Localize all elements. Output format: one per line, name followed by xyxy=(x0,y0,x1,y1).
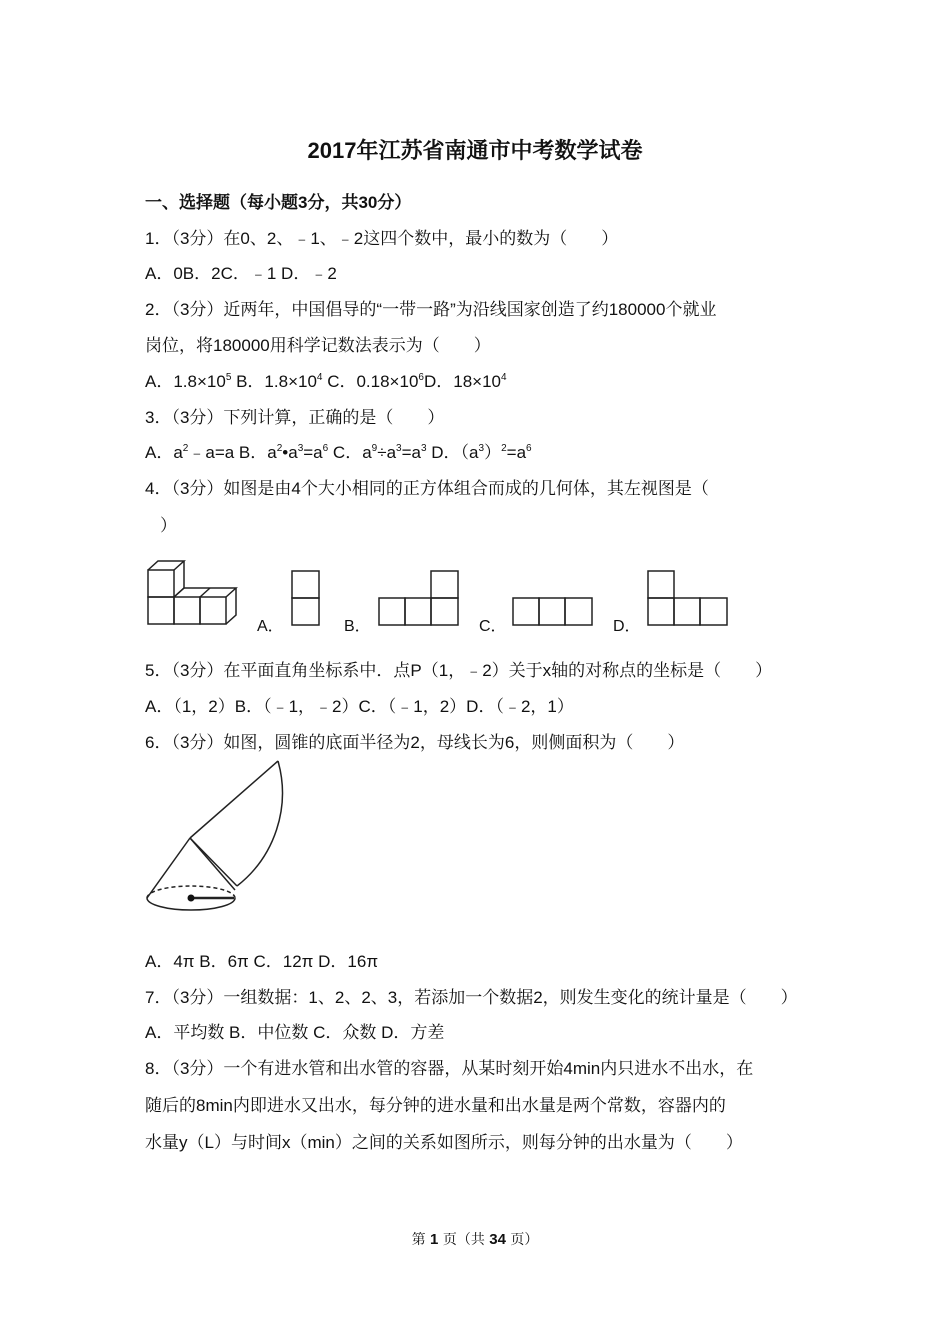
q4-stem-line2: ） xyxy=(160,516,177,535)
q3-stem: 3．（3分）下列计算，正确的是（ ） xyxy=(145,408,445,427)
q2-stem-line1: 2．（3分）近两年，中国倡导的“一带一路”为沿线国家创造了约180000个就业 xyxy=(145,300,717,319)
q8-stem-line3: 水量y（L）与时间x（min）之间的关系如图所示，则每分钟的出水量为（ ） xyxy=(145,1133,743,1152)
q2-options: A．$1.8\times 10^5$ B．$1.8\times 10^4$ C．$0.18\times 10^6D$．$18\times 10^4$ xyxy=(145,372,507,391)
q4-solid-figure xyxy=(145,558,245,628)
q6-cone-figure xyxy=(140,758,300,918)
q7-stem: 7．（3分）一组数据：1、2、2、3，若添加一个数据2，则发生变化的统计量是（ ） xyxy=(145,988,798,1007)
q3-options: A．$a^2﹣a=a$ B．$a^2•a^3=a^6$ C．$a^9\div a^3=a^3$ D．$(a^3)^2=a^6$ xyxy=(145,443,532,462)
q5-stem: 5．（3分）在平面直角坐标系中．点P（1，﹣2）关于x轴的对称点的坐标是（ ） xyxy=(145,661,773,680)
q4-option-c-figure xyxy=(512,597,596,627)
total-pages: 34 xyxy=(489,1231,506,1248)
q4-option-d-label: D． xyxy=(613,618,641,635)
q5-options: A．（1，2）B．（﹣1，﹣2）C．（﹣1，2）D．（﹣2，1） xyxy=(145,697,574,716)
q1-stem: 1．（3分）在0、2、﹣1、﹣2这四个数中，最小的数为（ ） xyxy=(145,229,619,248)
q6-stem: 6．（3分）如图，圆锥的底面半径为2，母线长为6，则侧面积为（ ） xyxy=(145,733,685,752)
q4-option-a-figure xyxy=(291,570,321,626)
q4-option-b-label: B． xyxy=(344,618,371,635)
q1-options: A．0B．2C．﹣1 D．﹣2 xyxy=(145,264,337,283)
q2-stem-line2: 岗位，将180000用科学记数法表示为（ ） xyxy=(145,336,491,355)
q6-options: A．4π B．6π C．12π D．16π xyxy=(145,952,379,971)
section-heading: 一、选择题（每小题3分，共30分） xyxy=(145,193,412,212)
q4-option-b-figure xyxy=(378,570,462,626)
q8-stem-line1: 8．（3分）一个有进水管和出水管的容器，从某时刻开始4min内只进水不出水，在 xyxy=(145,1059,754,1078)
q4-option-a-label: A． xyxy=(257,618,284,635)
q8-stem-line2: 随后的8min内即进水又出水，每分钟的进水量和出水量是两个常数，容器内的 xyxy=(145,1096,726,1115)
q4-stem-line1: 4．（3分）如图是由4个大小相同的正方体组合而成的几何体，其左视图是（ xyxy=(145,479,709,498)
page-number: 1 xyxy=(430,1231,439,1248)
q4-option-d-figure xyxy=(647,570,731,626)
page-footer: 第 1 页（共 34 页） xyxy=(411,1231,539,1248)
q7-options: A．平均数 B．中位数 C．众数 D．方差 xyxy=(145,1023,445,1042)
q4-option-c-label: C． xyxy=(479,618,507,635)
page-title: 2017年江苏省南通市中考数学试卷 xyxy=(307,138,643,163)
